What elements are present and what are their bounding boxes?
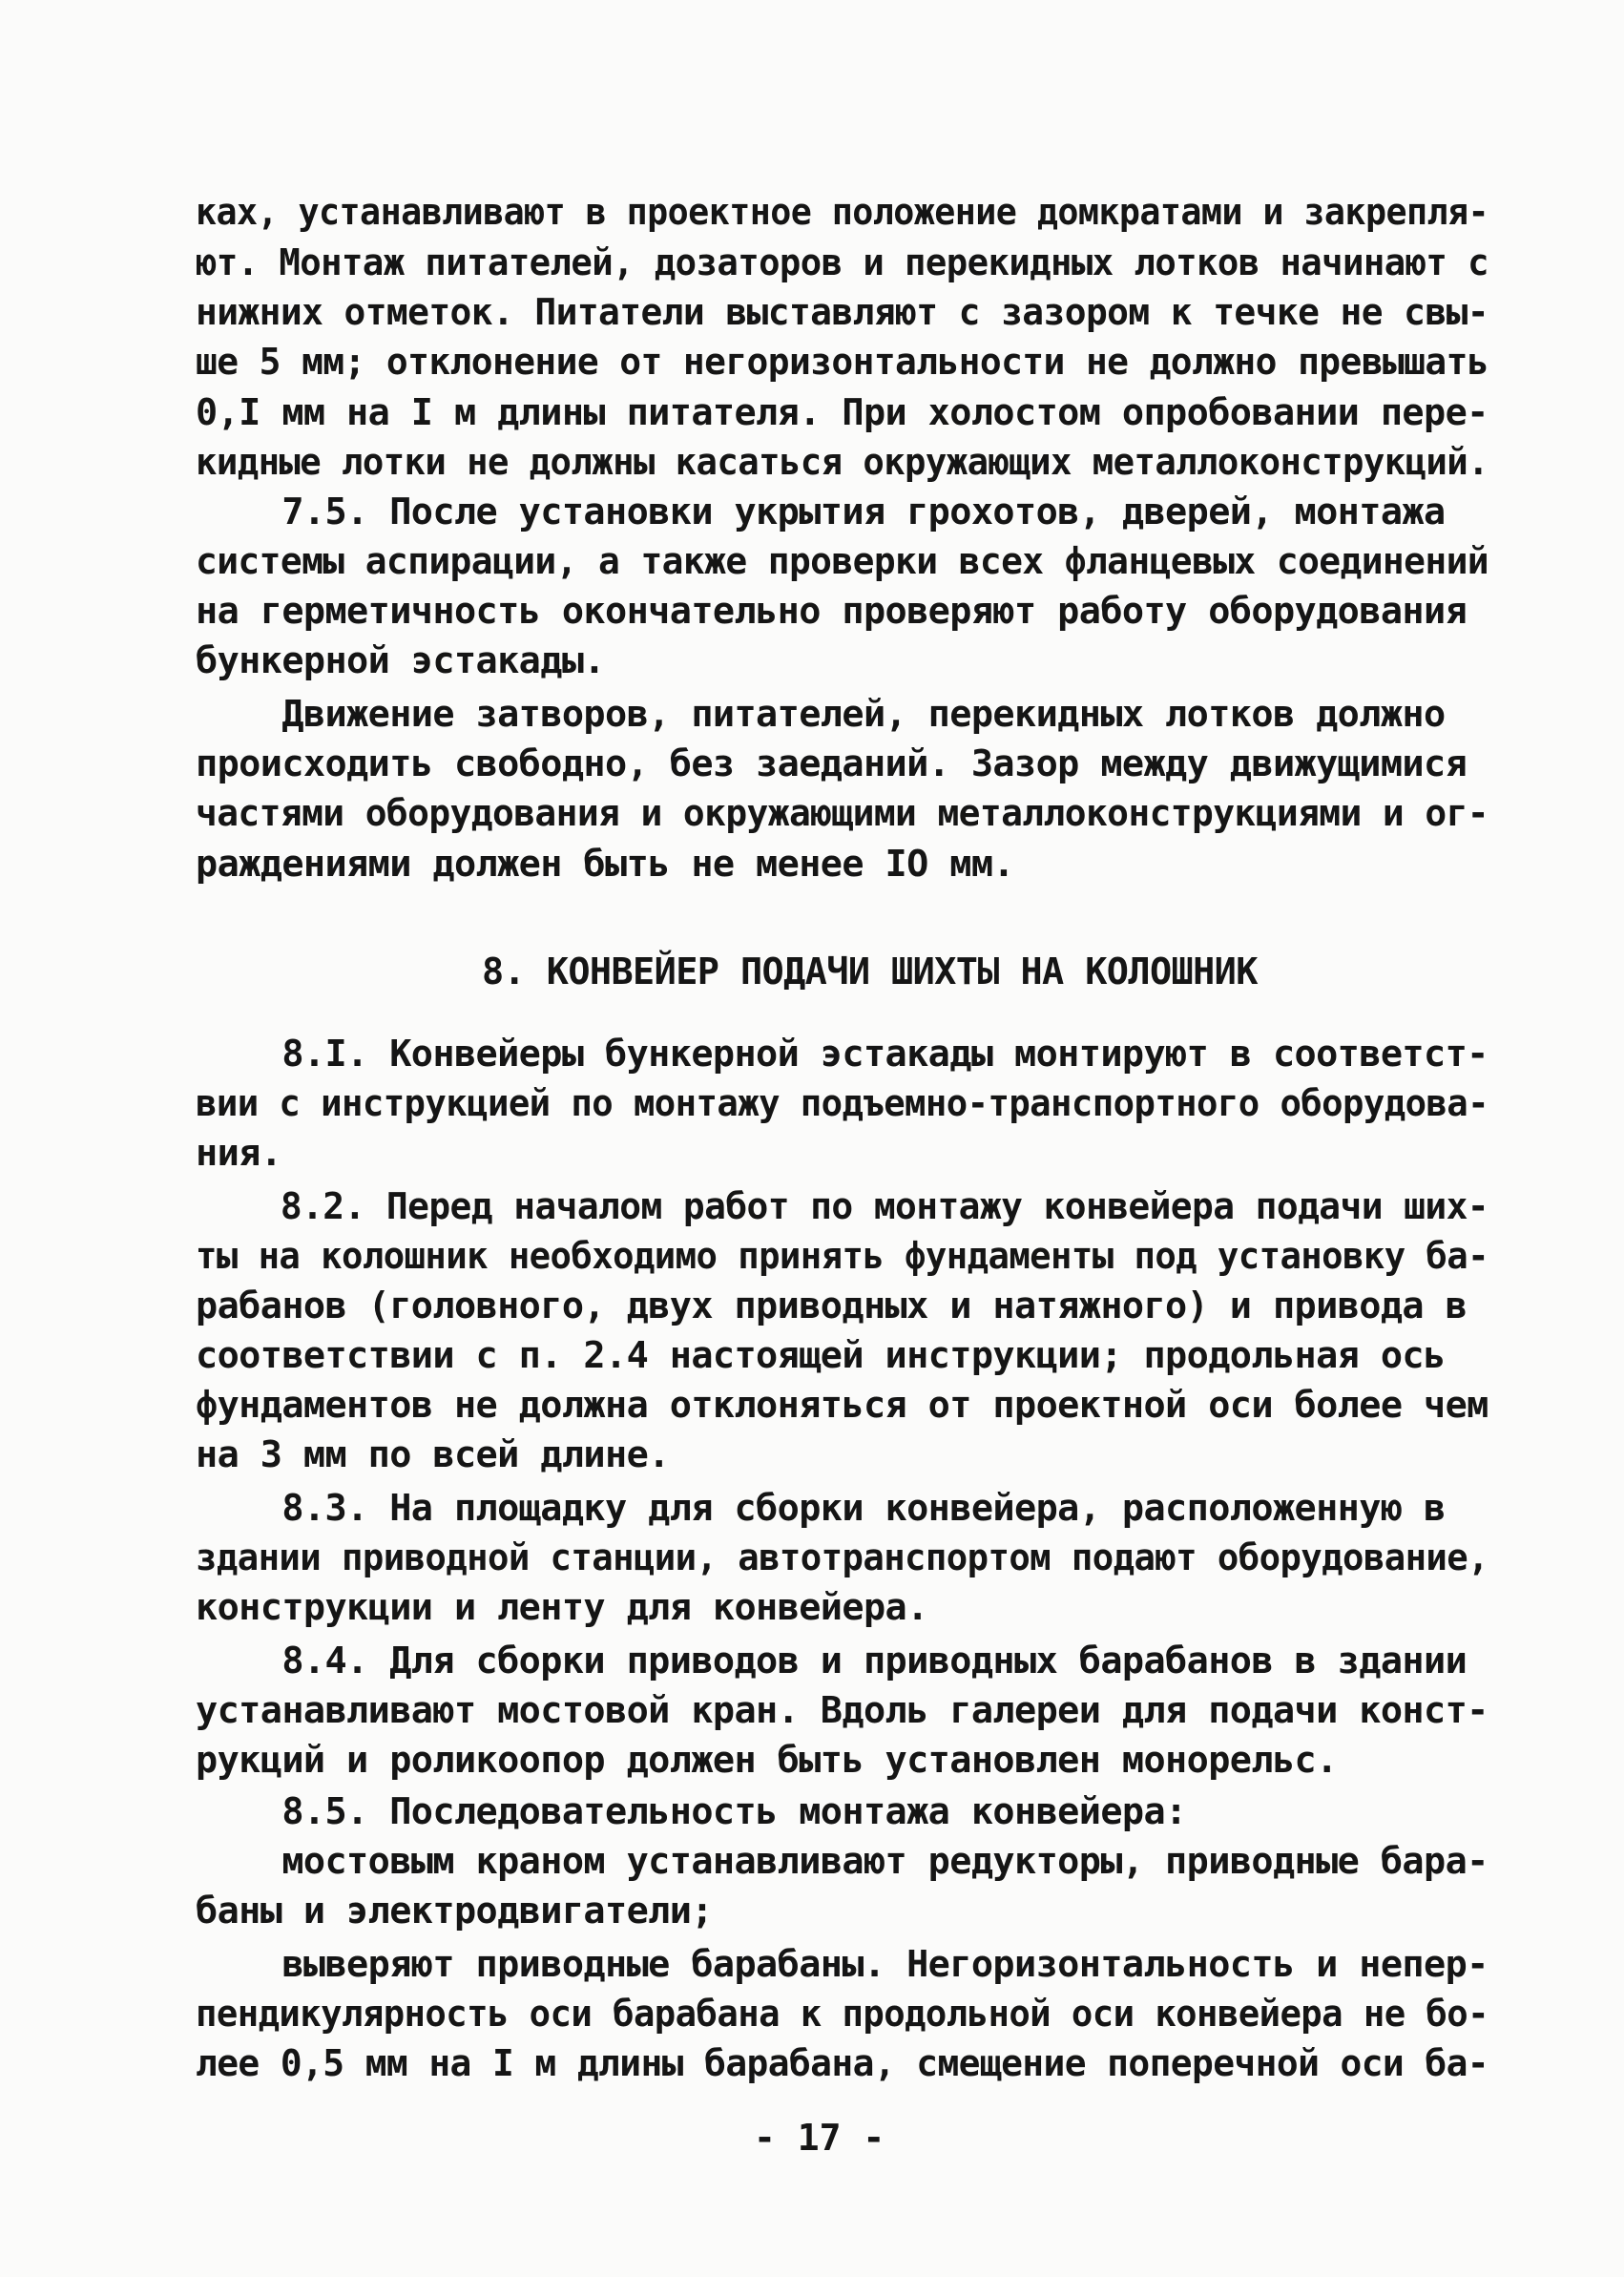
text-line: фундаментов не должна отклоняться от проектной оси более чем: [196, 1384, 1489, 1427]
text-line: лее 0,5 мм на I м длины барабана, смещение поперечной оси ба-: [196, 2042, 1489, 2085]
text-line: 8.4. Для сборки приводов и приводных барабанов в здании: [196, 1640, 1468, 1682]
text-line: 0,I мм на I м длины питателя. При холостом опробовании пере-: [196, 391, 1489, 434]
text-line: мостовым краном устанавливают редукторы, приводные бара-: [196, 1840, 1489, 1883]
text-line: ше 5 мм; отклонение от негоризонтальности не должно превышать: [196, 341, 1489, 384]
text-line: нижних отметок. Питатели выставляют с зазором к течке не свы-: [196, 291, 1489, 334]
text-line: на 3 мм по всей длине.: [196, 1433, 670, 1476]
text-line: соответствии с п. 2.4 настоящей инструкции; продольная ось: [196, 1334, 1446, 1377]
text-line: ках, устанавливают в проектное положение домкратами и закрепля-: [196, 191, 1489, 234]
text-line: выверяют приводные барабаны. Негоризонтальность и непер-: [196, 1943, 1489, 1986]
text-line: вии с инструкцией по монтажу подъемно-транспортного оборудова-: [196, 1082, 1489, 1125]
text-line: 8.2. Перед началом работ по монтажу конвейера подачи ших-: [196, 1185, 1489, 1228]
text-line: рабанов (головного, двух приводных и натяжного) и привода в: [196, 1285, 1468, 1327]
text-line: бункерной эстакады.: [196, 639, 606, 682]
text-line: 7.5. После установки укрытия грохотов, дверей, монтажа: [196, 491, 1446, 533]
text-line: кидные лотки не должны касаться окружающих металлоконструкций.: [196, 441, 1489, 484]
text-line: ния.: [196, 1132, 282, 1175]
text-line: здании приводной станции, автотранспортом подают оборудование,: [196, 1536, 1489, 1579]
section-8-heading: 8. КОНВЕЙЕР ПОДАЧИ ШИХТЫ НА КОЛОШНИК: [482, 950, 1258, 993]
text-line: системы аспирации, а также проверки всех фланцевых соединений: [196, 540, 1489, 583]
text-line: частями оборудования и окружающими металлоконструкциями и ог-: [196, 792, 1489, 835]
text-line: раждениями должен быть не менее IO мм.: [196, 843, 1015, 886]
text-line: баны и электродвигатели;: [196, 1890, 713, 1932]
text-line: на герметичность окончательно проверяют работу оборудования: [196, 590, 1468, 633]
text-line: Движение затворов, питателей, перекидных лотков должно: [196, 693, 1446, 736]
text-line: конструкции и ленту для конвейера.: [196, 1586, 928, 1629]
text-line: устанавливают мостовой кран. Вдоль галереи для подачи конст-: [196, 1689, 1489, 1732]
text-line: происходить свободно, без заеданий. Зазор между движущимися: [196, 742, 1468, 785]
text-line: 8.I. Конвейеры бункерной эстакады монтируют в соответст-: [196, 1033, 1489, 1076]
page-number: - 17 -: [754, 2117, 885, 2159]
text-line: ты на колошник необходимо принять фундаменты под установку ба-: [196, 1235, 1489, 1278]
text-line: 8.3. На площадку для сборки конвейера, расположенную в: [196, 1487, 1446, 1530]
text-line: 8.5. Последовательность монтажа конвейера:: [196, 1790, 1187, 1833]
text-line: рукций и роликоопор должен быть установлен монорельс.: [196, 1739, 1338, 1782]
text-line: ют. Монтаж питателей, дозаторов и перекидных лотков начинают с: [196, 241, 1489, 284]
text-line: пендикулярность оси барабана к продольной оси конвейера не бо-: [196, 1993, 1489, 2036]
